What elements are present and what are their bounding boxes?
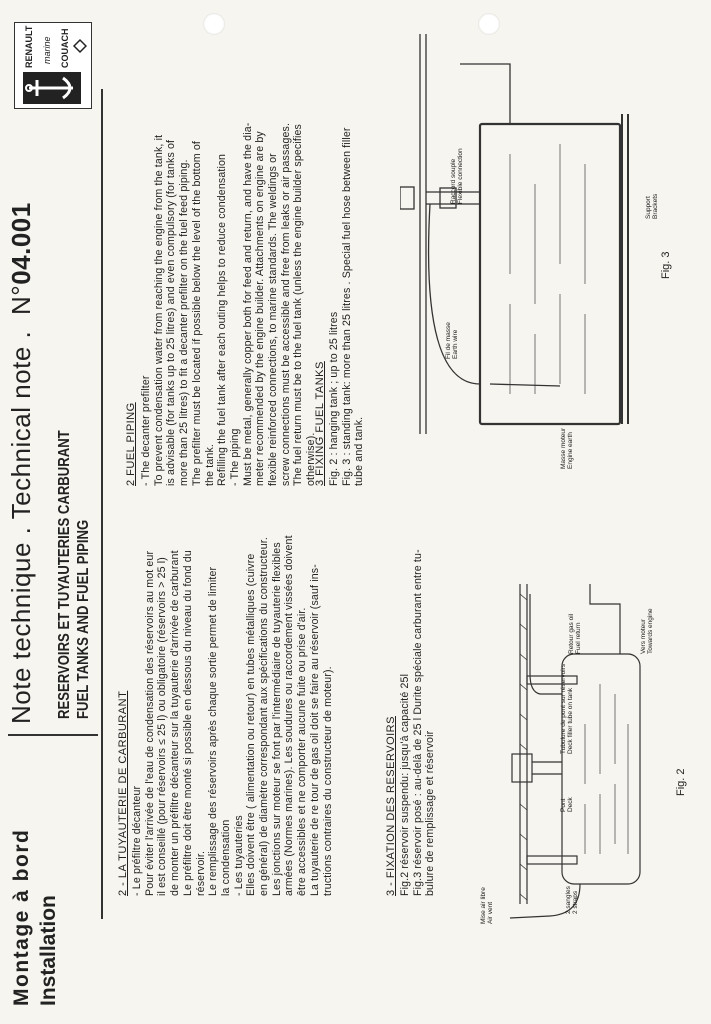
- standing-tank: [480, 124, 620, 424]
- text-line: more than 25 litres) to fit a decanter prefilter on the fuel feed piping.: [178, 159, 191, 486]
- text-line: en général) de diamètre correspondant aux spécifications du constructeur.: [258, 537, 271, 896]
- renault-couach-logo: [14, 22, 92, 109]
- text-line: la condensation: [219, 819, 232, 896]
- text-line: bulure de remplissage et réservoir: [424, 730, 437, 896]
- header-left: [8, 829, 62, 1006]
- text-line: is advisable (for tanks up to 25 litres) and even compulsory (for tanks of: [165, 139, 178, 486]
- french-section3-body: [399, 549, 437, 896]
- text-line: Must be metal, generally copper both for feed and return, and have the dia-: [241, 122, 254, 486]
- text-line: Elles doivent être ( alimentation ou retour) en tubes métalliques (cuivre: [245, 553, 258, 896]
- label-fuel-return: Retour gas oil Fuel return: [568, 613, 582, 654]
- text-line: tube and tank.: [353, 416, 366, 486]
- text-line: armées (Normes marines). Les soudures ou raccordement vissées doivent: [283, 535, 296, 896]
- text-line: screw connections must be accessible and free from leaks or air passages.: [279, 122, 292, 486]
- english-section3-body: [328, 127, 366, 486]
- anchor-icon: [23, 72, 81, 104]
- engine-feed-pipe: [590, 584, 620, 654]
- text-line: the tank.: [203, 444, 216, 486]
- logo-line-couach: COUACH: [60, 28, 70, 68]
- label-air-vent: Mise air libre Air vent: [480, 887, 494, 924]
- label-engine-earth: Masse moteur Engine earth: [560, 427, 574, 469]
- engine-earth-wire: [490, 384, 560, 386]
- note-number-prefix: N°: [6, 284, 36, 315]
- renault-diamond-icon: [73, 26, 87, 66]
- note-number: 04.001: [6, 202, 36, 285]
- logo-line-renault: RENAULT: [24, 25, 34, 68]
- label-towards-engine: Vers moteur Towards engine: [640, 608, 654, 654]
- text-line: Refilling the fuel tank after each outing helps to reduce condensation: [216, 153, 229, 486]
- text-line: The prefilter must be located if possible below the level of the bottom of: [190, 141, 203, 486]
- french-section2-heading: 2 - LA TUYAUTERIE DE CARBURANT: [117, 690, 129, 896]
- figure3-caption: Fig. 3: [660, 251, 672, 279]
- text-line: il est conseillé (pour réservoirs ≤ 25 l) ou obligatoire (réservoirs > 25 l): [156, 557, 169, 896]
- text-line: - The piping: [228, 428, 241, 486]
- title-montage-a-bord: Montage à bord: [10, 828, 33, 1006]
- strap-left: [527, 856, 577, 864]
- text-line: Les jonctions sur moteur se font par l'intermédiaire de tuyauterie flexibles: [270, 542, 283, 896]
- english-section3-heading: 3 FIXING FUEL TANKS: [314, 361, 326, 486]
- technical-note-label: Note technique . Technical note .: [6, 330, 36, 724]
- deck-filler-fitting: [512, 754, 532, 782]
- figure3-diagram: [400, 24, 640, 444]
- logo-line-marine: marine: [42, 36, 52, 64]
- french-section3-heading: 3 - FIXATION DES RESERVOIRS: [385, 716, 397, 896]
- label-deck-filler: Tubulure de pont sur réservoirs Deck filler tube on tank: [560, 663, 574, 754]
- label-deck: Pont Deck: [560, 797, 574, 812]
- text-line: être accessibles et ne comporter aucune fuite ou prise d'air.: [296, 607, 309, 896]
- text-line: La tuyauterie de re tour de gas oil doit se faire au réservoir (sauf ins-: [308, 564, 321, 896]
- figure2-caption: Fig. 2: [675, 768, 687, 796]
- text-line: Fig. 3 : standing tank: more than 25 litres . Special fuel hose between filler: [340, 127, 353, 486]
- text-line: Pour éviter l'arrivée de l'eau de condensation des réservoirs au mot eur: [143, 550, 156, 896]
- filler-cap: [400, 187, 414, 209]
- header-vertical-rule: [8, 734, 98, 736]
- english-section2-body: [140, 123, 318, 486]
- subtitle-english: FUEL TANKS AND FUEL PIPING: [75, 519, 92, 719]
- text-line: Le préfiltre doit être monté si possible en dessous du niveau du fond du: [181, 550, 194, 896]
- label-straps: 2 sangles 2 straps: [565, 886, 579, 914]
- text-line: - Le préfiltre décanteur: [131, 785, 143, 896]
- text-line: To prevent condensation water from reaching the engine from the tank, it: [152, 134, 165, 486]
- text-line: Fig. 2 : hanging tank ; up to 25 litres: [328, 311, 340, 486]
- text-line: meter recommended by the engine builder. Attachments on engine are by: [254, 131, 267, 486]
- label-support-brackets: Support Brackets: [645, 193, 659, 219]
- subtitle-french: RESERVOIRS ET TUYAUTERIES CARBURANT: [56, 430, 73, 719]
- text-line: flexible reinforced connections, to marine standards. The weldings or: [267, 153, 280, 486]
- header-horizontal-rule: [101, 89, 103, 919]
- text-line: réservoir.: [194, 850, 207, 896]
- english-section2-heading: 2 FUEL PIPING: [125, 402, 137, 486]
- text-line: Le remplissage des réservoirs après chaque sortie permet de limiter: [207, 566, 220, 896]
- vent-pipe: [460, 64, 510, 124]
- fuel-return-pipe: [530, 594, 562, 694]
- text-line: de monter un préfiltre décanteur sur la tuyauterie d'arrivée de carburant: [169, 550, 182, 896]
- french-section2-body: [131, 535, 334, 896]
- text-line: The fuel return must be to the fuel tank (unless the engine builder specifies: [292, 124, 305, 486]
- text-line: - Les tuyauteries: [232, 815, 245, 896]
- text-line: Fig.3 réservoir posé : au-delà de 25 l Durite spéciale carburant entre tu-: [411, 549, 424, 896]
- text-line: Fig.2 réservoir suspendu: jusqu'à capacité 25l: [399, 673, 411, 896]
- label-earth-wire: Fil de masse Earth wire: [445, 322, 459, 359]
- text-line: - The decanter prefilter: [140, 375, 152, 486]
- label-flexible-connection: Raccord souple Flexible connection: [450, 148, 464, 204]
- technical-note-title: [6, 202, 37, 724]
- text-line: tructions contraires du constructeur de moteur).: [321, 666, 334, 896]
- text-line: otherwise).: [305, 432, 318, 486]
- title-installation: Installation: [37, 895, 60, 1006]
